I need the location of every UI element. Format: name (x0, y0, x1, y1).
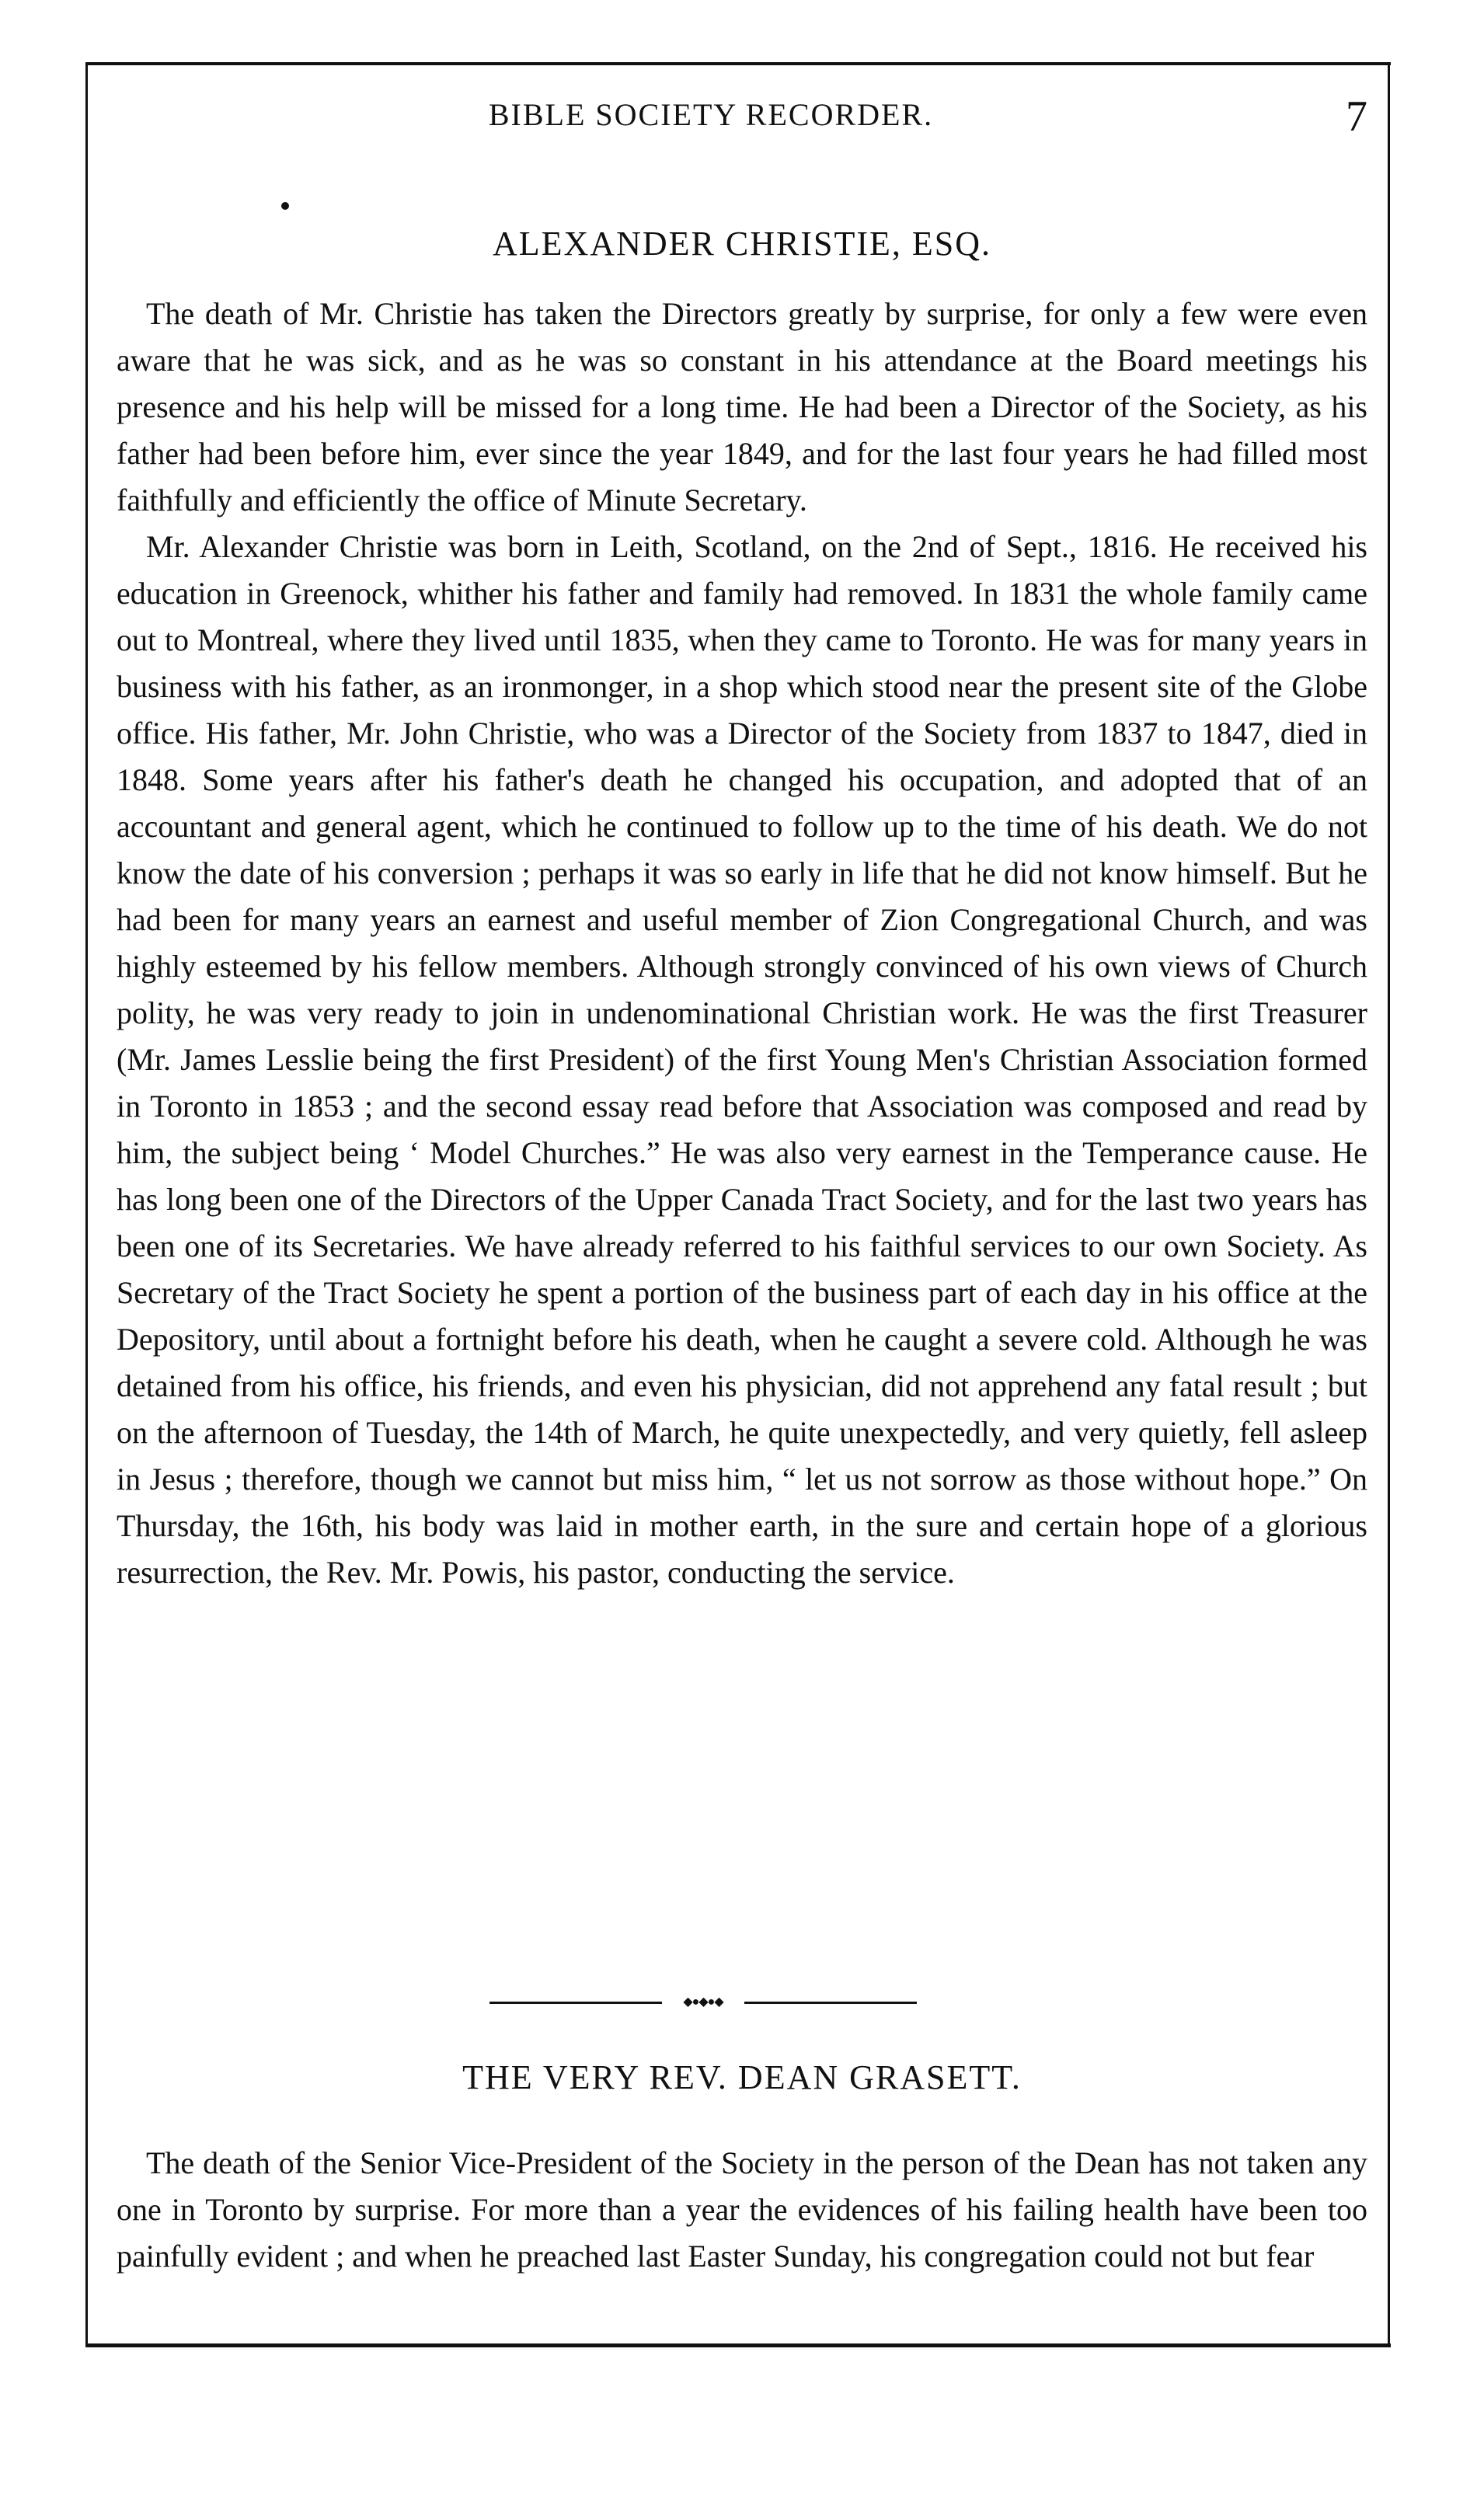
page-border-right (1388, 62, 1390, 2347)
page-border-bottom (85, 2343, 1391, 2347)
divider-knot-icon: ◆●◆●◆ (662, 1995, 744, 2009)
page-border-top (85, 62, 1391, 65)
page-number: 7 (1346, 92, 1367, 141)
article-paragraph: The death of the Senior Vice-President of the Society in the person of the Dean has not taken any one in Toronto by surprise. For more than a year the evidences of his failing health have been too painfully evident ; and when he preached last Easter Sunday, his congregation could not but fear (117, 2145, 1367, 2274)
article-title: THE VERY REV. DEAN GRASETT. (462, 2058, 1022, 2096)
printer-dot-mark (281, 202, 289, 210)
running-head (117, 92, 1367, 146)
article-dean-grasett (117, 2058, 1367, 2280)
article-title: ALEXANDER CHRISTIE, ESQ. (493, 225, 991, 263)
article-alexander-christie (117, 224, 1367, 1596)
article-paragraph: Mr. Alexander Christie was born in Leith, Scotland, on the 2nd of Sept., 1816. He received his education in Greenock, whither his father and family had removed. In 1831 the whole family came out to Montreal, where they lived until 1835, when they came to Toronto. He was for many years in business with his father, as an ironmonger, in a shop which stood near the present site of the Globe office. His father, Mr. John Christie, who was a Director of the Society from 1837 to 1847, died in 1848. Some years after his father's death he changed his occupation, and adopted that of an accountant and general agent, which he continued to follow up to the time of his death. We do not know the date of his conversion ; perhaps it was so early in life that he did not know himself. But he had been for many years an earnest and useful member of Zion Congregational Church, and was highly esteemed by his fellow members. Although strongly convinced of his own views of Church polity, he was very ready to join in undenominational Christian work. He was the first Treasurer (Mr. James Lesslie being the first President) of the first Young Men's Christian Association formed in Toronto in 1853 ; and the second essay read before that Association was composed and read by him, the subject being ‘ Model Churches.” He was also very earnest in the Temperance cause. He has long been one of the Directors of the Upper Canada Tract Society, and for the last two years has been one of its Secretaries. We have already referred to his faithful services to our own Society. As Secretary of the Tract Society he spent a portion of the business part of each day in his office at the Depository, until about a fortnight before his death, when he caught a severe cold. Although he was detained from his office, his friends, and even his physician, did not apprehend any fatal result ; but on the afternoon of Tuesday, the 14th of March, he quite unexpectedly, and very quietly, fell asleep in Jesus ; therefore, though we cannot but miss him, “ let us not sorrow as those without hope.” On Thursday, the 16th, his body was laid in mother earth, in the sure and certain hope of a glorious resurrection, the Rev. Mr. Powis, his pastor, conducting the service. (117, 529, 1367, 1590)
page-border-left (85, 62, 88, 2347)
section-divider-ornament (489, 1994, 917, 2009)
running-title: BIBLE SOCIETY RECORDER. (488, 97, 934, 132)
article-paragraph: The death of Mr. Christie has taken the Directors greatly by surprise, for only a few were even aware that he was sick, and as he was so constant in his attendance at the Board meetings his presence and his help will be missed for a long time. He had been a Director of the Society, as his father had been before him, ever since the year 1849, and for the last four years he had filled most faithfully and efficiently the office of Minute Secretary. (117, 296, 1367, 517)
